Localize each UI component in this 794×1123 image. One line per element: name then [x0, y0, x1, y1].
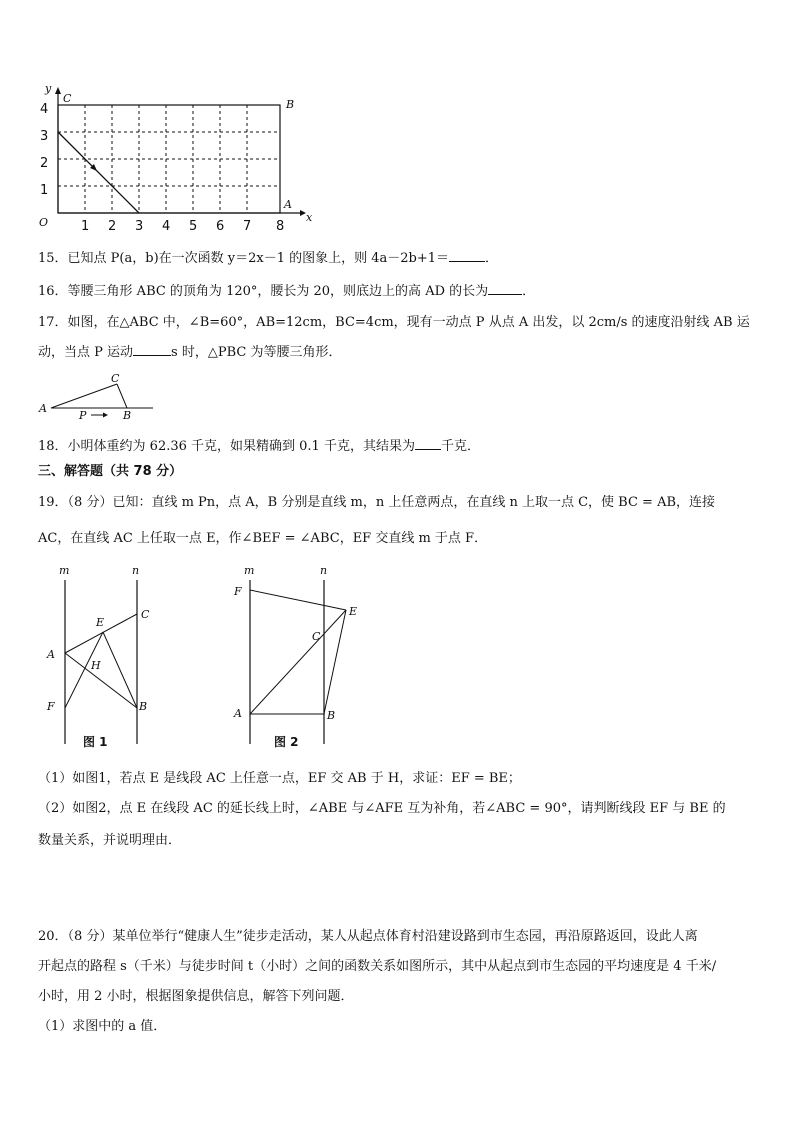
q19-figure-2	[228, 562, 368, 754]
question-20-line1: 20．（8 分）某单位举行“健康人生”徒步走活动，某人从起点体育村沿建设路到市生态园，再沿原路返回，设此人离	[38, 929, 698, 944]
grid-dashed-lines	[58, 105, 280, 213]
segment-eb	[324, 610, 346, 714]
x-tick: 5	[189, 219, 198, 234]
question-18	[38, 437, 480, 456]
point-b-label: B	[286, 98, 295, 111]
q19-figure-1	[40, 562, 170, 754]
fig2-label-c: C	[312, 630, 321, 643]
fig2-label-e: E	[349, 605, 358, 618]
q17-point-b: B	[123, 409, 132, 422]
question-19-line1: 19．（8 分）已知：直线 m Pn，点 A，B 分别是直线 m，n 上任意两点，在直线 n 上取一点 C，使 BC = AB，连接	[38, 495, 716, 510]
q17-text-end: s 时，△PBC 为等腰三角形．	[171, 345, 342, 360]
question-20-line2: 开起点的路程 s（千米）与徒步时间 t（小时）之间的函数关系如图所示，其中从起点到市生态园的平均速度是 4 千米/	[38, 959, 717, 974]
fig2-label-f: F	[234, 585, 242, 598]
question-19-part1: （1）如图1，若点 E 是线段 AC 上任意一点，EF 交 AB 于 H，求证：EF = BE；	[38, 771, 521, 786]
y-axis-arrow	[55, 87, 61, 94]
path-line	[58, 132, 139, 213]
question-19-part2-line1: （2）如图2，点 E 在线段 AC 的延长线上时，∠ABE 与∠AFE 互为补角，若∠ABC = 90°，请判断线段 EF 与 BE 的	[38, 801, 726, 816]
y-tick: 3	[40, 129, 49, 144]
point-a-label: A	[284, 198, 292, 211]
question-20-part1: （1）求图中的 a 值．	[38, 1019, 167, 1034]
q15-text: 15．已知点 P(a，b)在一次函数 y＝2x－1 的图象上，则 4a－2b+1＝	[38, 251, 450, 266]
segment-ac	[51, 384, 117, 408]
fig1-label-e: E	[96, 616, 105, 629]
x-tick: 2	[108, 219, 117, 234]
y-axis-label: y	[45, 82, 52, 95]
fig1-label-b: B	[139, 700, 148, 713]
question-20-line3: 小时，用 2 小时，根据图象提供信息，解答下列问题．	[38, 989, 354, 1004]
q18-text-end: 千克．	[440, 439, 480, 454]
point-c-label: C	[63, 92, 72, 105]
fig2-label-b: B	[327, 709, 336, 722]
fig1-label-c: C	[141, 608, 150, 621]
y-tick: 2	[40, 156, 49, 171]
q17-answer-blank[interactable]	[133, 343, 171, 356]
question-17-line2	[38, 343, 341, 362]
p-arrow-icon	[103, 413, 108, 418]
y-tick: 1	[40, 183, 49, 198]
q16-answer-blank[interactable]	[488, 282, 522, 295]
fig1-label-h: H	[91, 659, 101, 672]
x-tick: 3	[135, 219, 144, 234]
fig2-caption: 图 2	[274, 735, 299, 749]
fig1-label-m: m	[59, 564, 70, 577]
grid-figure	[30, 80, 320, 240]
segment-eb	[103, 632, 137, 708]
segment-cb	[117, 384, 127, 408]
q16-text-end: ．	[522, 284, 536, 299]
question-17-line1: 17．如图，在△ABC 中，∠B=60°，AB=12cm，BC=4cm，现有一动点 P 从点 A 出发，以 2cm/s 的速度沿射线 AB 运	[38, 315, 750, 330]
x-axis-label: x	[306, 211, 313, 224]
fig2-label-a: A	[234, 707, 242, 720]
q16-text: 16．等腰三角形 ABC 的顶角为 120°，腰长为 20，则底边上的高 AD 的长为	[38, 284, 489, 299]
fig2-label-m: m	[244, 564, 255, 577]
fig1-label-a: A	[47, 648, 55, 661]
q15-answer-blank[interactable]	[449, 249, 485, 262]
x-tick: 6	[216, 219, 225, 234]
q17-point-c: C	[111, 372, 120, 385]
fig1-caption: 图 1	[83, 735, 108, 749]
fig1-label-f: F	[47, 700, 55, 713]
y-tick: 4	[40, 102, 49, 117]
segment-ab	[65, 653, 137, 708]
x-tick: 7	[243, 219, 252, 234]
segment-fe	[250, 590, 346, 610]
segment-ae	[250, 610, 346, 714]
question-19-part2-line2: 数量关系，并说明理由．	[38, 833, 182, 848]
question-16	[38, 282, 535, 301]
q18-text: 18．小明体重约为 62.36 千克，如果精确到 0.1 千克，其结果为	[38, 439, 415, 454]
origin-label: O	[39, 216, 49, 229]
q17-point-p: P	[79, 409, 87, 422]
fig1-label-n: n	[132, 564, 140, 577]
q17-text: 动，当点 P 运动	[38, 345, 134, 360]
question-15	[38, 249, 498, 268]
x-tick: 4	[162, 219, 171, 234]
q18-answer-blank[interactable]	[415, 437, 441, 450]
q17-figure	[35, 370, 160, 422]
q17-point-a: A	[39, 402, 47, 415]
fig2-label-n: n	[320, 564, 328, 577]
question-19-line2: AC，在直线 AC 上任取一点 E，作∠BEF = ∠ABC，EF 交直线 m 于点 F．	[38, 531, 488, 546]
x-tick: 1	[81, 219, 90, 234]
section-3-heading: 三、解答题（共 78 分）	[38, 464, 183, 479]
x-tick: 8	[276, 219, 285, 234]
q15-text-end: ．	[485, 251, 499, 266]
